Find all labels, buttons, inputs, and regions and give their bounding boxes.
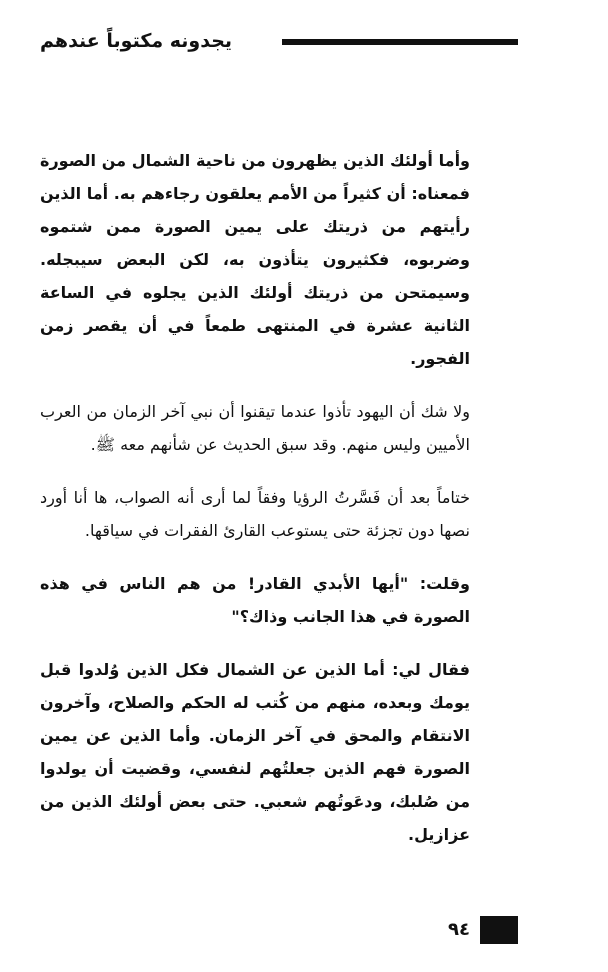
- page-marker-block: [480, 916, 518, 944]
- page-header: [40, 28, 518, 54]
- paragraph-1: وأما أولئك الذين يظهرون من ناحية الشمال من الصورة فمعناه: أن كثيراً من الأمم يعلقون رجاءهم به. أما الذين رأيتهم من ذريتك على يمين الصورة ممن شتموه وضربوه، فكثيرون يتأذون به، لكن البعض سيبجله. وسيمتحن من ذريتك أولئك الذين يجلوه في الساعة الثانية عشرة في المنتهى طمعاً في أن يقصر زمن الفجور.: [40, 151, 470, 368]
- paragraph-2: ولا شك أن اليهود تأذوا عندما تيقنوا أن نبي آخر الزمان من العرب الأميين وليس منهم. وقد سبق الحديث عن شأنهم معه ﷺ.: [40, 402, 470, 454]
- header-rule: [282, 39, 518, 45]
- body-text: [40, 144, 470, 871]
- paragraph-5: فقال لي: أما الذين عن الشمال فكل الذين وُلدوا قبل يومك وبعده، منهم من كُتب له الحكم والصلاح، وآخرون الانتقام والمحق في آخر الزمان. وأما الذين عن يمين الصورة فهم الذين جعلتُهم لنفسي، وقضيت أن يولدوا من صُلبك، ودعَوتُهم شعبي. حتى بعض أولئك الذين من عزازيل.: [40, 660, 470, 844]
- page-footer: [432, 916, 518, 944]
- paragraph-4: وقلت: "أيها الأبدي القادر! من هم الناس في هذه الصورة في هذا الجانب وذاك؟": [40, 574, 470, 626]
- running-title: يجدونه مكتوباً عندهم: [40, 30, 233, 52]
- paragraph-3: ختاماً بعد أن فَسَّرتُ الرؤيا وفقاً لما أرى أنه الصواب، ها أنا أورد نصها دون تجزئة حتى يستوعب القارئ الفقرات في سياقها.: [40, 488, 470, 540]
- page-number: ٩٤: [448, 919, 470, 940]
